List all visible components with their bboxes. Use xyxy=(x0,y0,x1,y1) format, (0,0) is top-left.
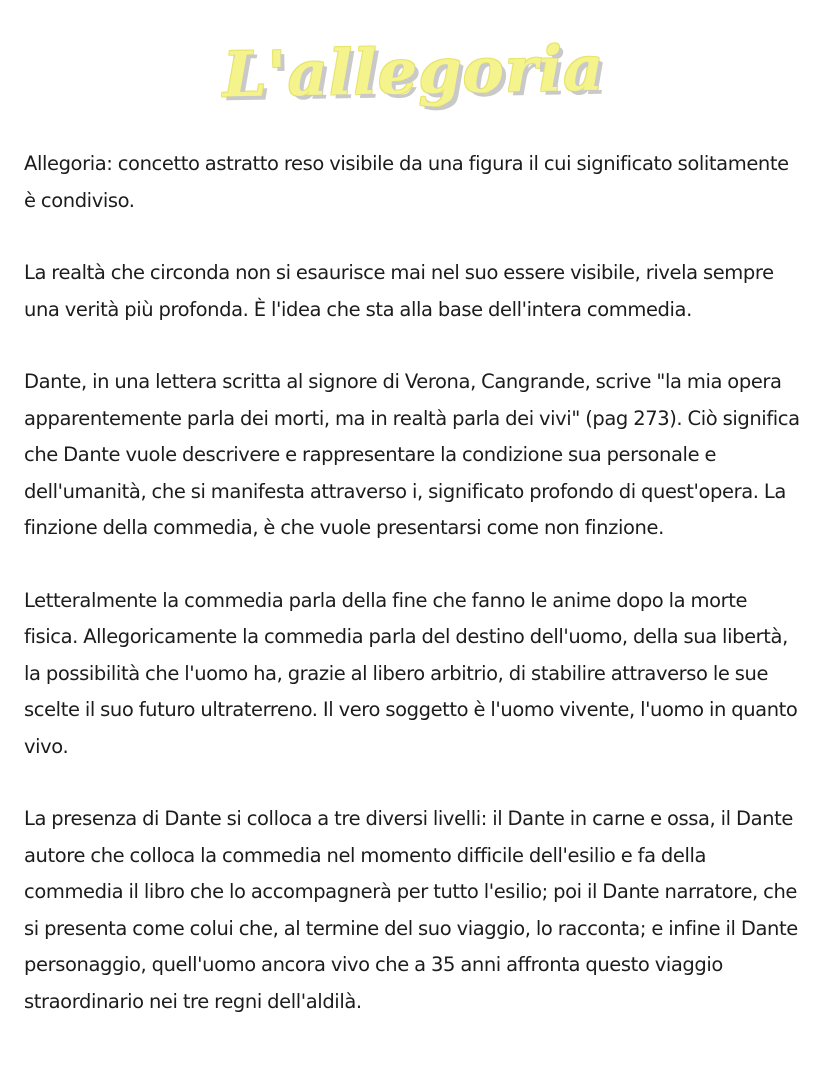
paragraph-cangrande-letter: Dante, in una lettera scritta al signore di Verona, Cangrande, scrive "la mia opera apparentemente parla dei morti, ma in realtà parla dei vivi" (pag 273). Ciò significa che Dante vuole descrivere e rappresentare la condizione sua personale e dell'umanità, che si manifesta attraverso i, significato profondo di quest'opera. La finzione della commedia, è che vuole presentarsi come non finzione. xyxy=(24,370,800,539)
document-body xyxy=(24,146,804,1020)
title-container xyxy=(0,30,828,114)
paragraph-allegory-definition: Allegoria: concetto astratto reso visibile da una figura il cui significato solitamente è condiviso. xyxy=(24,152,789,212)
paragraph-dante-levels: La presenza di Dante si colloca a tre diversi livelli: il Dante in carne e ossa, il Dante autore che colloca la commedia nel momento difficile dell'esilio e fa della commedia il libro che lo accompagnerà per tutto l'esilio; poi il Dante narratore, che si presenta come colui che, al termine del suo viaggio, lo racconta; e infine il Dante personaggio, quell'uomo ancora vivo che a 35 anni affronta questo viaggio straordinario nei tre regni dell'aldilà. xyxy=(24,807,798,1013)
page-title: L'allegoria xyxy=(222,31,606,112)
paragraph-reality: La realtà che circonda non si esaurisce mai nel suo essere visibile, rivela sempre una verità più profonda. È l'idea che sta alla base dell'intera commedia. xyxy=(24,261,774,321)
paragraph-literal-allegorical: Letteralmente la commedia parla della fine che fanno le anime dopo la morte fisica. Allegoricamente la commedia parla del destino dell'uomo, della sua libertà, la possibilità che l'uomo ha, grazie al libero arbitrio, di stabilire attraverso le sue scelte il suo futuro ultraterreno. Il vero soggetto è l'uomo vivente, l'uomo in quanto vivo. xyxy=(24,588,798,758)
